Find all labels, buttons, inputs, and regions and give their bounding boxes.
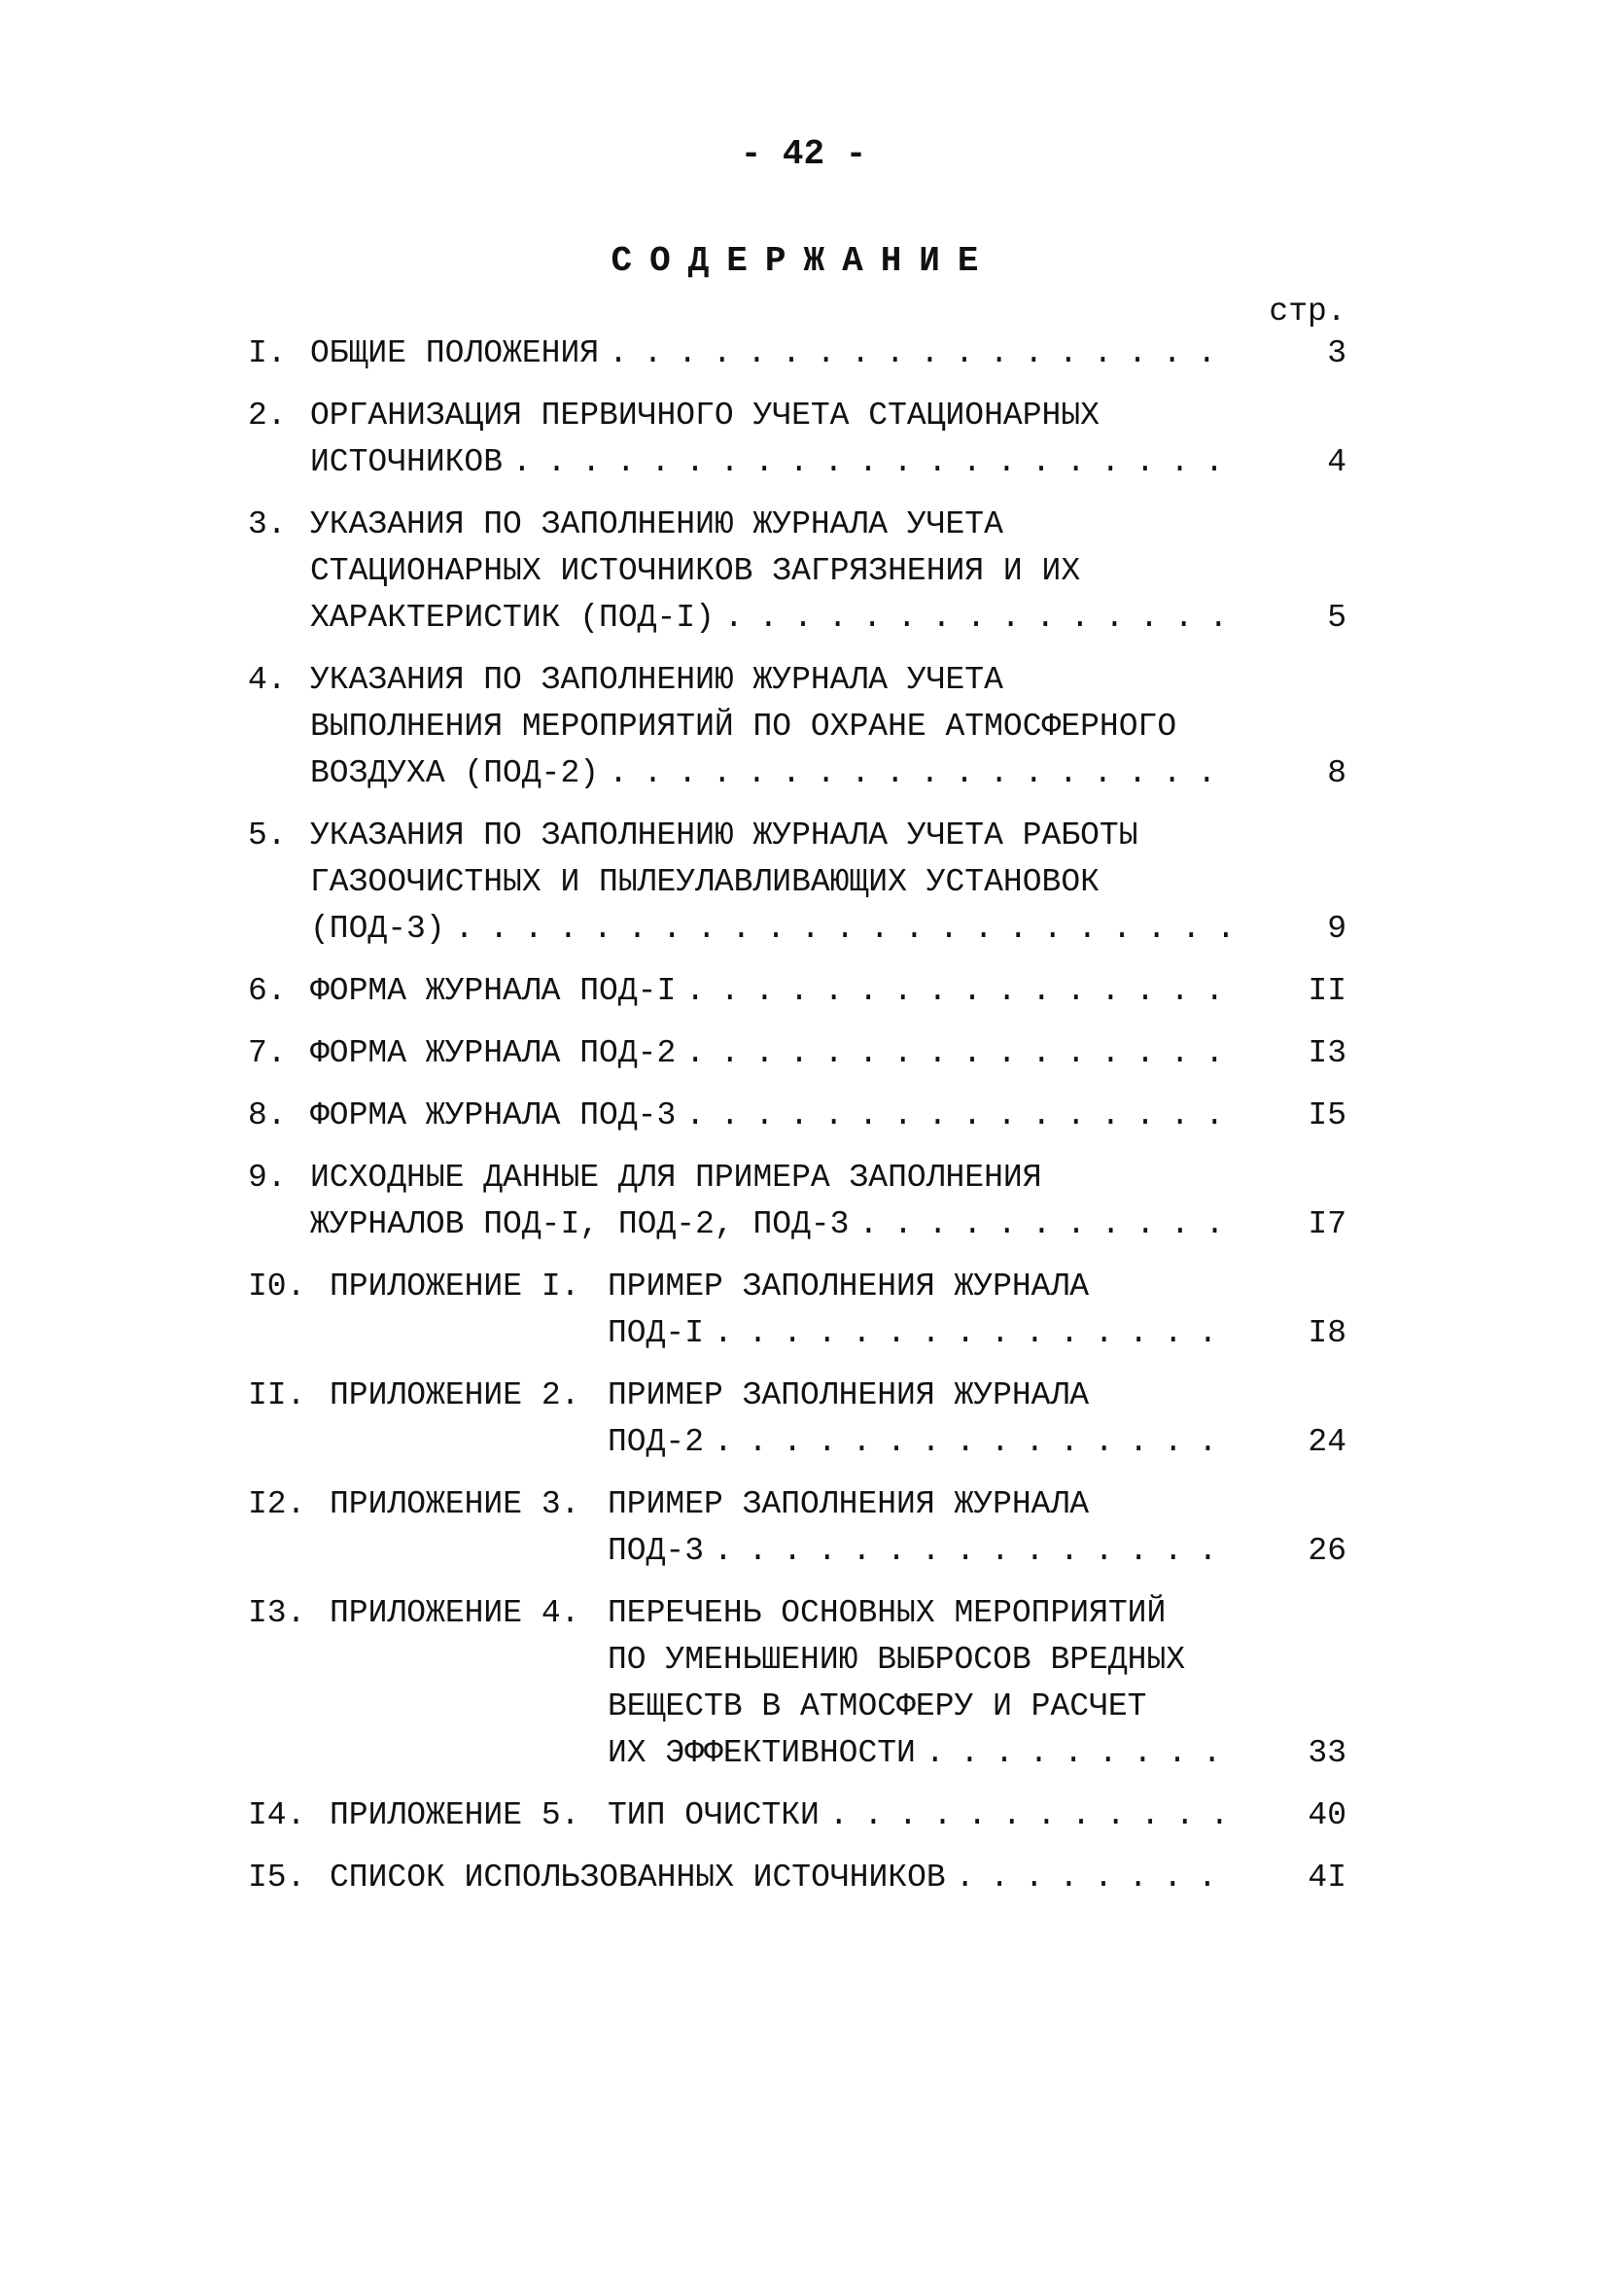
toc-entry-title-line: СТАЦИОНАРНЫХ ИСТОЧНИКОВ ЗАГРЯЗНЕНИЯ И ИХ — [310, 553, 1081, 589]
toc-entry-number: II. — [248, 1377, 306, 1413]
dot-leader — [714, 1310, 1230, 1357]
toc-entry-number: I0. — [248, 1269, 306, 1305]
dot-leader — [685, 1093, 1230, 1139]
toc-entry-page: 5 — [1327, 600, 1346, 636]
toc-entry-number: I5. — [248, 1860, 306, 1896]
toc-entry-number: 6. — [248, 973, 287, 1009]
toc-entry — [248, 330, 1346, 377]
toc-entry-title-line: ЖУРНАЛОВ ПОД-I, ПОД-2, ПОД-3 — [310, 1206, 850, 1242]
toc-entry-page: 26 — [1308, 1533, 1346, 1569]
toc-entry-number: 3. — [248, 506, 287, 542]
toc-entry-page: I5 — [1308, 1097, 1346, 1133]
toc-entry-number: 4. — [248, 662, 287, 698]
dot-leader — [609, 750, 1230, 797]
dot-leader — [685, 1030, 1230, 1077]
toc-entry — [248, 1030, 1346, 1077]
toc-entry-title-line: (ПОД-3) — [310, 911, 445, 947]
dot-leader — [685, 968, 1230, 1015]
toc-entry-title-line: ПЕРЕЧЕНЬ ОСНОВНЫХ МЕРОПРИЯТИЙ — [608, 1595, 1167, 1631]
toc-entry-title-line: ПРИМЕР ЗАПОЛНЕНИЯ ЖУРНАЛА — [608, 1377, 1090, 1413]
toc-entry-appendix-label: ПРИЛОЖЕНИЕ 2. — [330, 1377, 580, 1413]
toc-entry-title-line: ПО УМЕНЬШЕНИЮ ВЫБРОСОВ ВРЕДНЫХ — [608, 1642, 1186, 1678]
table-of-contents — [248, 330, 1346, 1917]
page-number: - 42 - — [740, 134, 867, 174]
dot-leader — [956, 1855, 1230, 1901]
dot-leader — [926, 1730, 1230, 1777]
toc-entry-number: 5. — [248, 818, 287, 853]
toc-entry-page: 8 — [1327, 755, 1346, 791]
toc-entry-title-line: ГАЗООЧИСТНЫХ И ПЫЛЕУЛАВЛИВАЮЩИХ УСТАНОВОК — [310, 864, 1100, 900]
toc-entry-number: 9. — [248, 1160, 287, 1196]
toc-entry-title-line: ИХ ЭФФЕКТИВНОСТИ — [608, 1735, 916, 1771]
toc-entry-title-line: ВЫПОЛНЕНИЯ МЕРОПРИЯТИЙ ПО ОХРАНЕ АТМОСФЕРНОГО — [310, 709, 1177, 745]
toc-entry-title-line: ВЕЩЕСТВ В АТМОСФЕРУ И РАСЧЕТ — [608, 1688, 1147, 1724]
toc-entry — [248, 968, 1346, 1015]
toc-entry-page: I8 — [1308, 1315, 1346, 1351]
toc-entry-title-line: ОБЩИЕ ПОЛОЖЕНИЯ — [310, 335, 600, 371]
toc-entry — [248, 1093, 1346, 1139]
toc-entry-page: I3 — [1308, 1035, 1346, 1071]
toc-entry-title-line: ПРИМЕР ЗАПОЛНЕНИЯ ЖУРНАЛА — [608, 1486, 1090, 1522]
toc-entry — [248, 1155, 1346, 1248]
toc-entry-page: 24 — [1308, 1424, 1346, 1460]
toc-entry-page: 9 — [1327, 911, 1346, 947]
toc-entry-appendix-label: ПРИЛОЖЕНИЕ 3. — [330, 1486, 580, 1522]
toc-entry — [248, 1373, 1346, 1466]
toc-entry — [248, 1792, 1346, 1839]
page-column-label: стр. — [1269, 294, 1346, 330]
dot-leader — [714, 1419, 1230, 1466]
toc-entry-title-line: ПОД-2 — [608, 1424, 705, 1460]
dot-leader — [455, 906, 1230, 953]
toc-entry-title-line: УКАЗАНИЯ ПО ЗАПОЛНЕНИЮ ЖУРНАЛА УЧЕТА РАБОТЫ — [310, 818, 1138, 853]
toc-entry-appendix-label: ПРИЛОЖЕНИЕ 5. — [330, 1797, 580, 1833]
toc-entry — [248, 1590, 1346, 1777]
dot-leader — [512, 439, 1230, 486]
toc-entry-title-line: ПОД-I — [608, 1315, 705, 1351]
toc-entry-title-line: ОРГАНИЗАЦИЯ ПЕРВИЧНОГО УЧЕТА СТАЦИОНАРНЫХ — [310, 398, 1100, 434]
toc-entry — [248, 1264, 1346, 1357]
toc-entry-number: 7. — [248, 1035, 287, 1071]
toc-entry-title-line: ИСТОЧНИКОВ — [310, 444, 504, 480]
toc-entry — [248, 1855, 1346, 1901]
toc-entry-title-line: УКАЗАНИЯ ПО ЗАПОЛНЕНИЮ ЖУРНАЛА УЧЕТА — [310, 662, 1003, 698]
toc-entry-title-line: УКАЗАНИЯ ПО ЗАПОЛНЕНИЮ ЖУРНАЛА УЧЕТА — [310, 506, 1003, 542]
toc-entry-number: I. — [248, 335, 287, 371]
toc-entry-appendix-label: ПРИЛОЖЕНИЕ I. — [330, 1269, 580, 1305]
toc-entry — [248, 1481, 1346, 1575]
toc-entry-page: II — [1308, 973, 1346, 1009]
toc-entry-title-line: ВОЗДУХА (ПОД-2) — [310, 755, 600, 791]
toc-entry-title-line: СПИСОК ИСПОЛЬЗОВАННЫХ ИСТОЧНИКОВ — [330, 1860, 946, 1896]
toc-entry-number: 8. — [248, 1097, 287, 1133]
toc-entry — [248, 657, 1346, 797]
toc-entry-number: I2. — [248, 1486, 306, 1522]
toc-entry — [248, 813, 1346, 953]
toc-entry-page: I7 — [1308, 1206, 1346, 1242]
toc-entry-title-line: ФОРМА ЖУРНАЛА ПОД-2 — [310, 1035, 677, 1071]
toc-entry-page: 4I — [1308, 1860, 1346, 1896]
toc-entry-title-line: ТИП ОЧИСТКИ — [608, 1797, 820, 1833]
toc-entry-title-line: ПОД-3 — [608, 1533, 705, 1569]
toc-entry-page: 33 — [1308, 1735, 1346, 1771]
toc-heading: СОДЕРЖАНИЕ — [611, 241, 996, 281]
dot-leader — [724, 595, 1230, 642]
toc-entry — [248, 502, 1346, 642]
toc-entry-number: I4. — [248, 1797, 306, 1833]
toc-entry-title-line: ФОРМА ЖУРНАЛА ПОД-3 — [310, 1097, 677, 1133]
toc-entry-title-line: ХАРАКТЕРИСТИК (ПОД-I) — [310, 600, 715, 636]
toc-entry-title-line: ИСХОДНЫЕ ДАННЫЕ ДЛЯ ПРИМЕРА ЗАПОЛНЕНИЯ — [310, 1160, 1042, 1196]
toc-entry-page: 40 — [1308, 1797, 1346, 1833]
toc-entry-page: 4 — [1327, 444, 1346, 480]
toc-entry-appendix-label: ПРИЛОЖЕНИЕ 4. — [330, 1595, 580, 1631]
toc-entry-number: I3. — [248, 1595, 306, 1631]
dot-leader — [714, 1528, 1230, 1575]
dot-leader — [859, 1201, 1231, 1248]
toc-entry — [248, 393, 1346, 486]
toc-entry-title-line: ПРИМЕР ЗАПОЛНЕНИЯ ЖУРНАЛА — [608, 1269, 1090, 1305]
toc-entry-number: 2. — [248, 398, 287, 434]
toc-entry-title-line: ФОРМА ЖУРНАЛА ПОД-I — [310, 973, 677, 1009]
toc-entry-page: 3 — [1327, 335, 1346, 371]
dot-leader — [609, 330, 1230, 377]
dot-leader — [829, 1792, 1230, 1839]
